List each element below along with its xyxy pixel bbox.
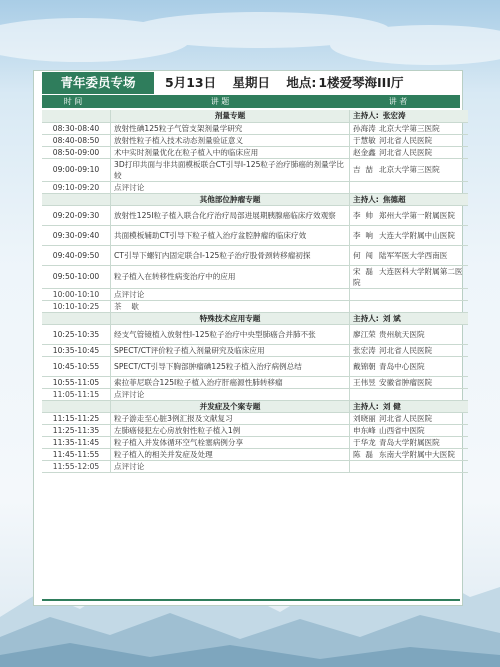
speaker-org: 河北省人民医院 xyxy=(379,135,433,145)
section-header xyxy=(42,400,468,412)
talk-speaker xyxy=(350,122,469,134)
talk-time: 11:55-12:05 xyxy=(42,460,111,472)
talk-row xyxy=(42,134,468,146)
speaker-org: 河北省人民医院 xyxy=(379,345,433,355)
break-row xyxy=(42,460,468,472)
speaker-org: 北京大学第三医院 xyxy=(379,123,440,133)
column-topic: 讲 题 xyxy=(210,97,230,106)
section-time-blank xyxy=(42,110,111,122)
talk-speaker xyxy=(350,424,469,436)
speaker-name: 何 闯 xyxy=(353,250,374,260)
talk-time: 09:30-09:40 xyxy=(42,225,111,245)
speaker-name: 于华龙 xyxy=(353,437,376,447)
talk-topic: 3D打印共面与非共面模板联合CT引导I-125粒子治疗肺癌的剂量学比较 xyxy=(111,158,350,181)
section-time-blank xyxy=(42,312,111,324)
speaker-org: 贵州航天医院 xyxy=(379,329,425,339)
speaker-name: 张宏涛 xyxy=(353,345,376,355)
section-time-blank xyxy=(42,400,111,412)
speaker-org: 陆军军医大学西南医 xyxy=(379,250,448,260)
talk-time: 09:20-09:30 xyxy=(42,205,111,225)
speaker-name: 吉 喆 xyxy=(353,165,374,174)
speaker-name: 廖江荣 xyxy=(353,329,376,339)
talk-time: 11:25-11:35 xyxy=(42,424,111,436)
talk-topic: CT引导下螺钉内固定联合I-125粒子治疗股骨颈转移瘤初探 xyxy=(111,245,350,265)
talk-speaker xyxy=(350,265,469,288)
speaker-name: 戴锦朝 xyxy=(353,361,376,371)
talk-speaker xyxy=(350,158,469,181)
talk-row xyxy=(42,146,468,158)
speaker-org: 大连大学附属中山医院 xyxy=(379,230,455,240)
speaker-name: 李 响 xyxy=(353,230,374,240)
break-row xyxy=(42,181,468,193)
talk-topic: 放射性碘125粒子气管支架剂量学研究 xyxy=(111,122,350,134)
talk-time: 09:10-09:20 xyxy=(42,181,111,193)
speaker-org: 安徽省肿瘤医院 xyxy=(379,377,433,387)
host-name: 张宏涛 xyxy=(382,111,406,121)
talk-time: 10:10-10:25 xyxy=(42,300,111,312)
schedule-table xyxy=(42,110,468,473)
talk-row xyxy=(42,376,468,388)
talk-row xyxy=(42,245,468,265)
host-label: 主持人: xyxy=(353,194,379,204)
section-time-blank xyxy=(42,193,111,205)
talk-topic: 术中实时剂量优化在粒子植入中的临床应用 xyxy=(111,146,350,158)
talk-time: 11:35-11:45 xyxy=(42,436,111,448)
speaker-name: 赵金鑫 xyxy=(353,147,376,157)
section-header xyxy=(42,193,468,205)
session-weekday: 星期日 xyxy=(232,75,270,90)
talk-topic: SPECT/CT引导下胸部肿瘤碘125粒子植入治疗病例总结 xyxy=(111,356,350,376)
talk-time: 08:40-08:50 xyxy=(42,134,111,146)
talk-row xyxy=(42,158,468,181)
talk-time: 10:55-11:05 xyxy=(42,376,111,388)
speaker-org: 山西省中医院 xyxy=(379,425,425,435)
host-name: 刘 斌 xyxy=(382,313,401,323)
talk-time: 11:05-11:15 xyxy=(42,388,111,400)
speaker-org: 青岛大学附属医院 xyxy=(379,437,440,447)
talk-speaker xyxy=(350,134,469,146)
talk-speaker xyxy=(350,388,469,400)
talk-topic: 粒子游走至心脏3例汇报及文献复习 xyxy=(111,412,350,424)
talk-row xyxy=(42,265,468,288)
talk-topic: SPECT/CT评价粒子植入剂量研究及临床应用 xyxy=(111,344,350,356)
speaker-name: 宋 磊 xyxy=(353,266,374,276)
break-row xyxy=(42,388,468,400)
speaker-org: 郑州大学第一附属医院 xyxy=(379,210,455,220)
table-bottom-rule xyxy=(42,599,460,601)
talk-speaker xyxy=(350,225,469,245)
host-name: 焦德超 xyxy=(382,194,406,204)
speaker-name: 于慧敏 xyxy=(353,135,376,145)
talk-time: 11:15-11:25 xyxy=(42,412,111,424)
talk-time: 09:40-09:50 xyxy=(42,245,111,265)
speaker-name: 刘晓丽 xyxy=(353,413,376,423)
talk-speaker xyxy=(350,356,469,376)
venue-name: 1楼爱琴海III厅 xyxy=(318,75,404,90)
section-host xyxy=(350,400,469,412)
talk-topic: 经支气管镜植入放射性I-125粒子治疗中央型肺癌合并肺不张 xyxy=(111,324,350,344)
talk-time: 10:45-10:55 xyxy=(42,356,111,376)
speaker-name: 王伟昱 xyxy=(353,377,376,387)
talk-speaker xyxy=(350,448,469,460)
talk-speaker xyxy=(350,245,469,265)
speaker-org: 东南大学附属中大医院 xyxy=(379,449,455,459)
speaker-org: 河北省人民医院 xyxy=(379,147,433,157)
speaker-name: 陈 磊 xyxy=(353,449,374,459)
section-header xyxy=(42,110,468,122)
session-header-info xyxy=(165,72,415,94)
talk-row xyxy=(42,344,468,356)
talk-topic: 点评讨论 xyxy=(111,460,350,472)
talk-topic: 茶 歇 xyxy=(111,300,350,312)
column-header xyxy=(42,95,460,108)
speaker-org: 河北省人民医院 xyxy=(379,413,433,423)
break-row xyxy=(42,288,468,300)
talk-speaker xyxy=(350,412,469,424)
host-label: 主持人: xyxy=(353,313,379,323)
talk-topic: 点评讨论 xyxy=(111,181,350,193)
talk-speaker xyxy=(350,205,469,225)
section-host xyxy=(350,193,469,205)
talk-row xyxy=(42,205,468,225)
talk-row xyxy=(42,356,468,376)
speaker-org: 大连医科大学附属第二医院 xyxy=(353,266,463,287)
speaker-name: 李 帅 xyxy=(353,210,374,220)
section-host xyxy=(350,110,469,122)
talk-row xyxy=(42,324,468,344)
talk-row xyxy=(42,225,468,245)
talk-row xyxy=(42,122,468,134)
speaker-name: 孙海涛 xyxy=(353,123,376,133)
talk-topic: 点评讨论 xyxy=(111,288,350,300)
talk-topic: 放射性125I粒子植入联合化疗治疗局部进展期胰腺癌临床疗效观察 xyxy=(111,205,350,225)
talk-time: 10:35-10:45 xyxy=(42,344,111,356)
talk-speaker xyxy=(350,460,469,472)
talk-row xyxy=(42,412,468,424)
talk-time: 08:30-08:40 xyxy=(42,122,111,134)
talk-row xyxy=(42,436,468,448)
talk-speaker xyxy=(350,324,469,344)
talk-topic: 左肺癌侵犯左心房放射性粒子植入1例 xyxy=(111,424,350,436)
speaker-name: 申东峰 xyxy=(353,425,376,435)
talk-speaker xyxy=(350,288,469,300)
section-title: 特殊技术应用专题 xyxy=(111,312,350,324)
session-date: 5月13日 xyxy=(165,75,217,90)
cloud-decoration xyxy=(0,0,500,80)
talk-time: 09:00-09:10 xyxy=(42,158,111,181)
section-title: 其他部位肿瘤专题 xyxy=(111,193,350,205)
column-speaker: 讲 者 xyxy=(388,97,408,106)
talk-speaker xyxy=(350,146,469,158)
venue-label: 地点: xyxy=(286,75,317,90)
venue xyxy=(286,75,403,90)
talk-speaker xyxy=(350,376,469,388)
talk-speaker xyxy=(350,300,469,312)
talk-topic: 索拉菲尼联合125I粒子植入治疗肝癌源性肺转移瘤 xyxy=(111,376,350,388)
talk-topic: 粒子植入的相关并发症及处理 xyxy=(111,448,350,460)
talk-time: 08:50-09:00 xyxy=(42,146,111,158)
talk-time: 10:00-10:10 xyxy=(42,288,111,300)
talk-topic: 粒子植入在转移性病变治疗中的应用 xyxy=(111,265,350,288)
host-name: 刘 健 xyxy=(382,401,401,411)
talk-time: 09:50-10:00 xyxy=(42,265,111,288)
talk-time: 11:45-11:55 xyxy=(42,448,111,460)
host-label: 主持人: xyxy=(353,111,379,121)
talk-speaker xyxy=(350,436,469,448)
talk-row xyxy=(42,424,468,436)
talk-time: 10:25-10:35 xyxy=(42,324,111,344)
column-time: 时 间 xyxy=(63,97,83,106)
speaker-org: 青岛中心医院 xyxy=(379,361,425,371)
section-title: 剂量专题 xyxy=(111,110,350,122)
section-header xyxy=(42,312,468,324)
talk-row xyxy=(42,448,468,460)
talk-speaker xyxy=(350,181,469,193)
talk-topic: 粒子植入并发体循环空气栓塞病例分享 xyxy=(111,436,350,448)
talk-topic: 点评讨论 xyxy=(111,388,350,400)
session-title: 青年委员专场 xyxy=(42,72,154,94)
talk-topic: 共面模板辅助CT引导下粒子植入治疗盆腔肿瘤的临床疗效 xyxy=(111,225,350,245)
break-row xyxy=(42,300,468,312)
host-label: 主持人: xyxy=(353,401,379,411)
section-host xyxy=(350,312,469,324)
speaker-org: 北京大学第三医院 xyxy=(379,165,440,174)
section-title: 并发症及个案专题 xyxy=(111,400,350,412)
talk-topic: 放射性粒子植入技术动态剂量验证意义 xyxy=(111,134,350,146)
talk-speaker xyxy=(350,344,469,356)
